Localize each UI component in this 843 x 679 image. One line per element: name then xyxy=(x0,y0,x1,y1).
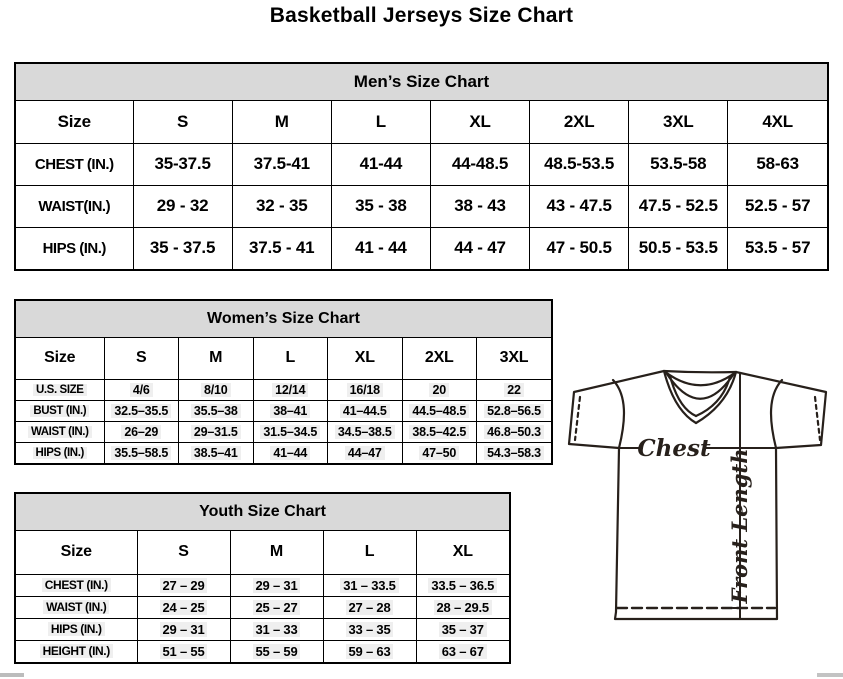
size-cell: 12/14 xyxy=(253,379,328,400)
size-cell: 31 – 33.5 xyxy=(323,574,416,596)
size-cell: 58-63 xyxy=(728,143,827,185)
size-cell: 53.5 - 57 xyxy=(728,227,827,269)
row-label: BUST (IN.) xyxy=(16,400,104,421)
row-label: CHEST (IN.) xyxy=(16,574,137,596)
size-col-header: S xyxy=(133,101,232,143)
size-col-header: 3XL xyxy=(477,338,552,379)
size-cell: 29 – 31 xyxy=(137,618,230,640)
table-row xyxy=(16,442,551,463)
size-cell: 48.5-53.5 xyxy=(530,143,629,185)
size-cell: 44 - 47 xyxy=(430,227,529,269)
size-cell: 47.5 - 52.5 xyxy=(629,185,728,227)
table-row xyxy=(16,185,827,227)
table-title: Men’s Size Chart xyxy=(16,64,827,101)
size-cell: 37.5 - 41 xyxy=(232,227,331,269)
size-col-header: L xyxy=(253,338,328,379)
size-col-header: S xyxy=(104,338,179,379)
size-cell: 41–44 xyxy=(253,442,328,463)
size-cell: 28 – 29.5 xyxy=(416,596,509,618)
size-cell: 27 – 29 xyxy=(137,574,230,596)
size-cell: 47 - 50.5 xyxy=(530,227,629,269)
row-label: HIPS (IN.) xyxy=(16,442,104,463)
size-cell: 41–44.5 xyxy=(328,400,403,421)
table-row xyxy=(16,640,509,662)
size-cell: 20 xyxy=(402,379,477,400)
size-corner-header: Size xyxy=(16,338,104,379)
mens-table-grid xyxy=(16,101,827,269)
size-cell: 43 - 47.5 xyxy=(530,185,629,227)
size-cell: 55 – 59 xyxy=(230,640,323,662)
size-col-header: XL xyxy=(328,338,403,379)
row-label: CHEST (IN.) xyxy=(16,143,133,185)
size-cell: 54.3–58.3 xyxy=(477,442,552,463)
size-cell: 27 – 28 xyxy=(323,596,416,618)
size-col-header: 2XL xyxy=(530,101,629,143)
size-cell: 31 – 33 xyxy=(230,618,323,640)
size-cell: 35 – 37 xyxy=(416,618,509,640)
size-cell: 26–29 xyxy=(104,421,179,442)
size-cell: 50.5 - 53.5 xyxy=(629,227,728,269)
size-cell: 37.5-41 xyxy=(232,143,331,185)
table-row xyxy=(16,379,551,400)
womens-table-grid xyxy=(16,338,551,463)
size-corner-header: Size xyxy=(16,101,133,143)
size-cell: 35-37.5 xyxy=(133,143,232,185)
row-label: WAIST(IN.) xyxy=(16,185,133,227)
size-cell: 53.5-58 xyxy=(629,143,728,185)
size-col-header: 2XL xyxy=(402,338,477,379)
table-title: Youth Size Chart xyxy=(16,494,509,531)
size-col-header: XL xyxy=(430,101,529,143)
front-length-label: Front Length xyxy=(727,448,752,604)
table-row xyxy=(16,421,551,442)
size-cell: 46.8–50.3 xyxy=(477,421,552,442)
table-row xyxy=(16,574,509,596)
scrollbar-fragment-right[interactable] xyxy=(817,673,843,677)
size-col-header: L xyxy=(331,101,430,143)
size-cell: 59 – 63 xyxy=(323,640,416,662)
size-cell: 32.5–35.5 xyxy=(104,400,179,421)
youth-size-table xyxy=(14,492,511,664)
size-cell: 52.5 - 57 xyxy=(728,185,827,227)
size-cell: 44–47 xyxy=(328,442,403,463)
size-cell: 25 – 27 xyxy=(230,596,323,618)
size-cell: 52.8–56.5 xyxy=(477,400,552,421)
row-label: HIPS (IN.) xyxy=(16,227,133,269)
size-col-header: XL xyxy=(416,531,509,574)
womens-size-table xyxy=(14,299,553,465)
size-cell: 38.5–41 xyxy=(179,442,254,463)
size-cell: 51 – 55 xyxy=(137,640,230,662)
size-cell: 41-44 xyxy=(331,143,430,185)
size-cell: 35.5–58.5 xyxy=(104,442,179,463)
size-cell: 38–41 xyxy=(253,400,328,421)
row-label: WAIST (IN.) xyxy=(16,596,137,618)
size-cell: 29 – 31 xyxy=(230,574,323,596)
table-row xyxy=(16,618,509,640)
size-cell: 35.5–38 xyxy=(179,400,254,421)
size-cell: 34.5–38.5 xyxy=(328,421,403,442)
size-col-header: 3XL xyxy=(629,101,728,143)
row-label: U.S. SIZE xyxy=(16,379,104,400)
chest-label: Chest xyxy=(637,435,711,462)
page-title: Basketball Jerseys Size Chart xyxy=(269,4,574,27)
youth-table-grid xyxy=(16,531,509,662)
jersey-diagram xyxy=(556,360,843,632)
size-cell: 16/18 xyxy=(328,379,403,400)
size-cell: 29 - 32 xyxy=(133,185,232,227)
size-cell: 22 xyxy=(477,379,552,400)
size-cell: 47–50 xyxy=(402,442,477,463)
size-cell: 4/6 xyxy=(104,379,179,400)
size-cell: 41 - 44 xyxy=(331,227,430,269)
size-cell: 33 – 35 xyxy=(323,618,416,640)
size-cell: 63 – 67 xyxy=(416,640,509,662)
size-cell: 35 - 38 xyxy=(331,185,430,227)
scrollbar-fragment-left[interactable] xyxy=(0,673,24,677)
table-row xyxy=(16,143,827,185)
size-cell: 8/10 xyxy=(179,379,254,400)
jersey-outline xyxy=(569,371,826,619)
table-title: Women’s Size Chart xyxy=(16,301,551,338)
size-col-header: M xyxy=(230,531,323,574)
table-row xyxy=(16,227,827,269)
size-corner-header: Size xyxy=(16,531,137,574)
size-cell: 44.5–48.5 xyxy=(402,400,477,421)
size-cell: 31.5–34.5 xyxy=(253,421,328,442)
header-row xyxy=(16,531,509,574)
size-cell: 33.5 – 36.5 xyxy=(416,574,509,596)
size-cell: 29–31.5 xyxy=(179,421,254,442)
table-row xyxy=(16,400,551,421)
size-col-header: S xyxy=(137,531,230,574)
size-cell: 24 – 25 xyxy=(137,596,230,618)
size-col-header: M xyxy=(179,338,254,379)
header-row xyxy=(16,338,551,379)
size-col-header: 4XL xyxy=(728,101,827,143)
row-label: HEIGHT (IN.) xyxy=(16,640,137,662)
size-cell: 32 - 35 xyxy=(232,185,331,227)
size-cell: 44-48.5 xyxy=(430,143,529,185)
size-col-header: L xyxy=(323,531,416,574)
table-row xyxy=(16,596,509,618)
header-row xyxy=(16,101,827,143)
size-cell: 38 - 43 xyxy=(430,185,529,227)
size-cell: 35 - 37.5 xyxy=(133,227,232,269)
mens-size-table xyxy=(14,62,829,271)
row-label: WAIST (IN.) xyxy=(16,421,104,442)
row-label: HIPS (IN.) xyxy=(16,618,137,640)
size-col-header: M xyxy=(232,101,331,143)
size-cell: 38.5–42.5 xyxy=(402,421,477,442)
